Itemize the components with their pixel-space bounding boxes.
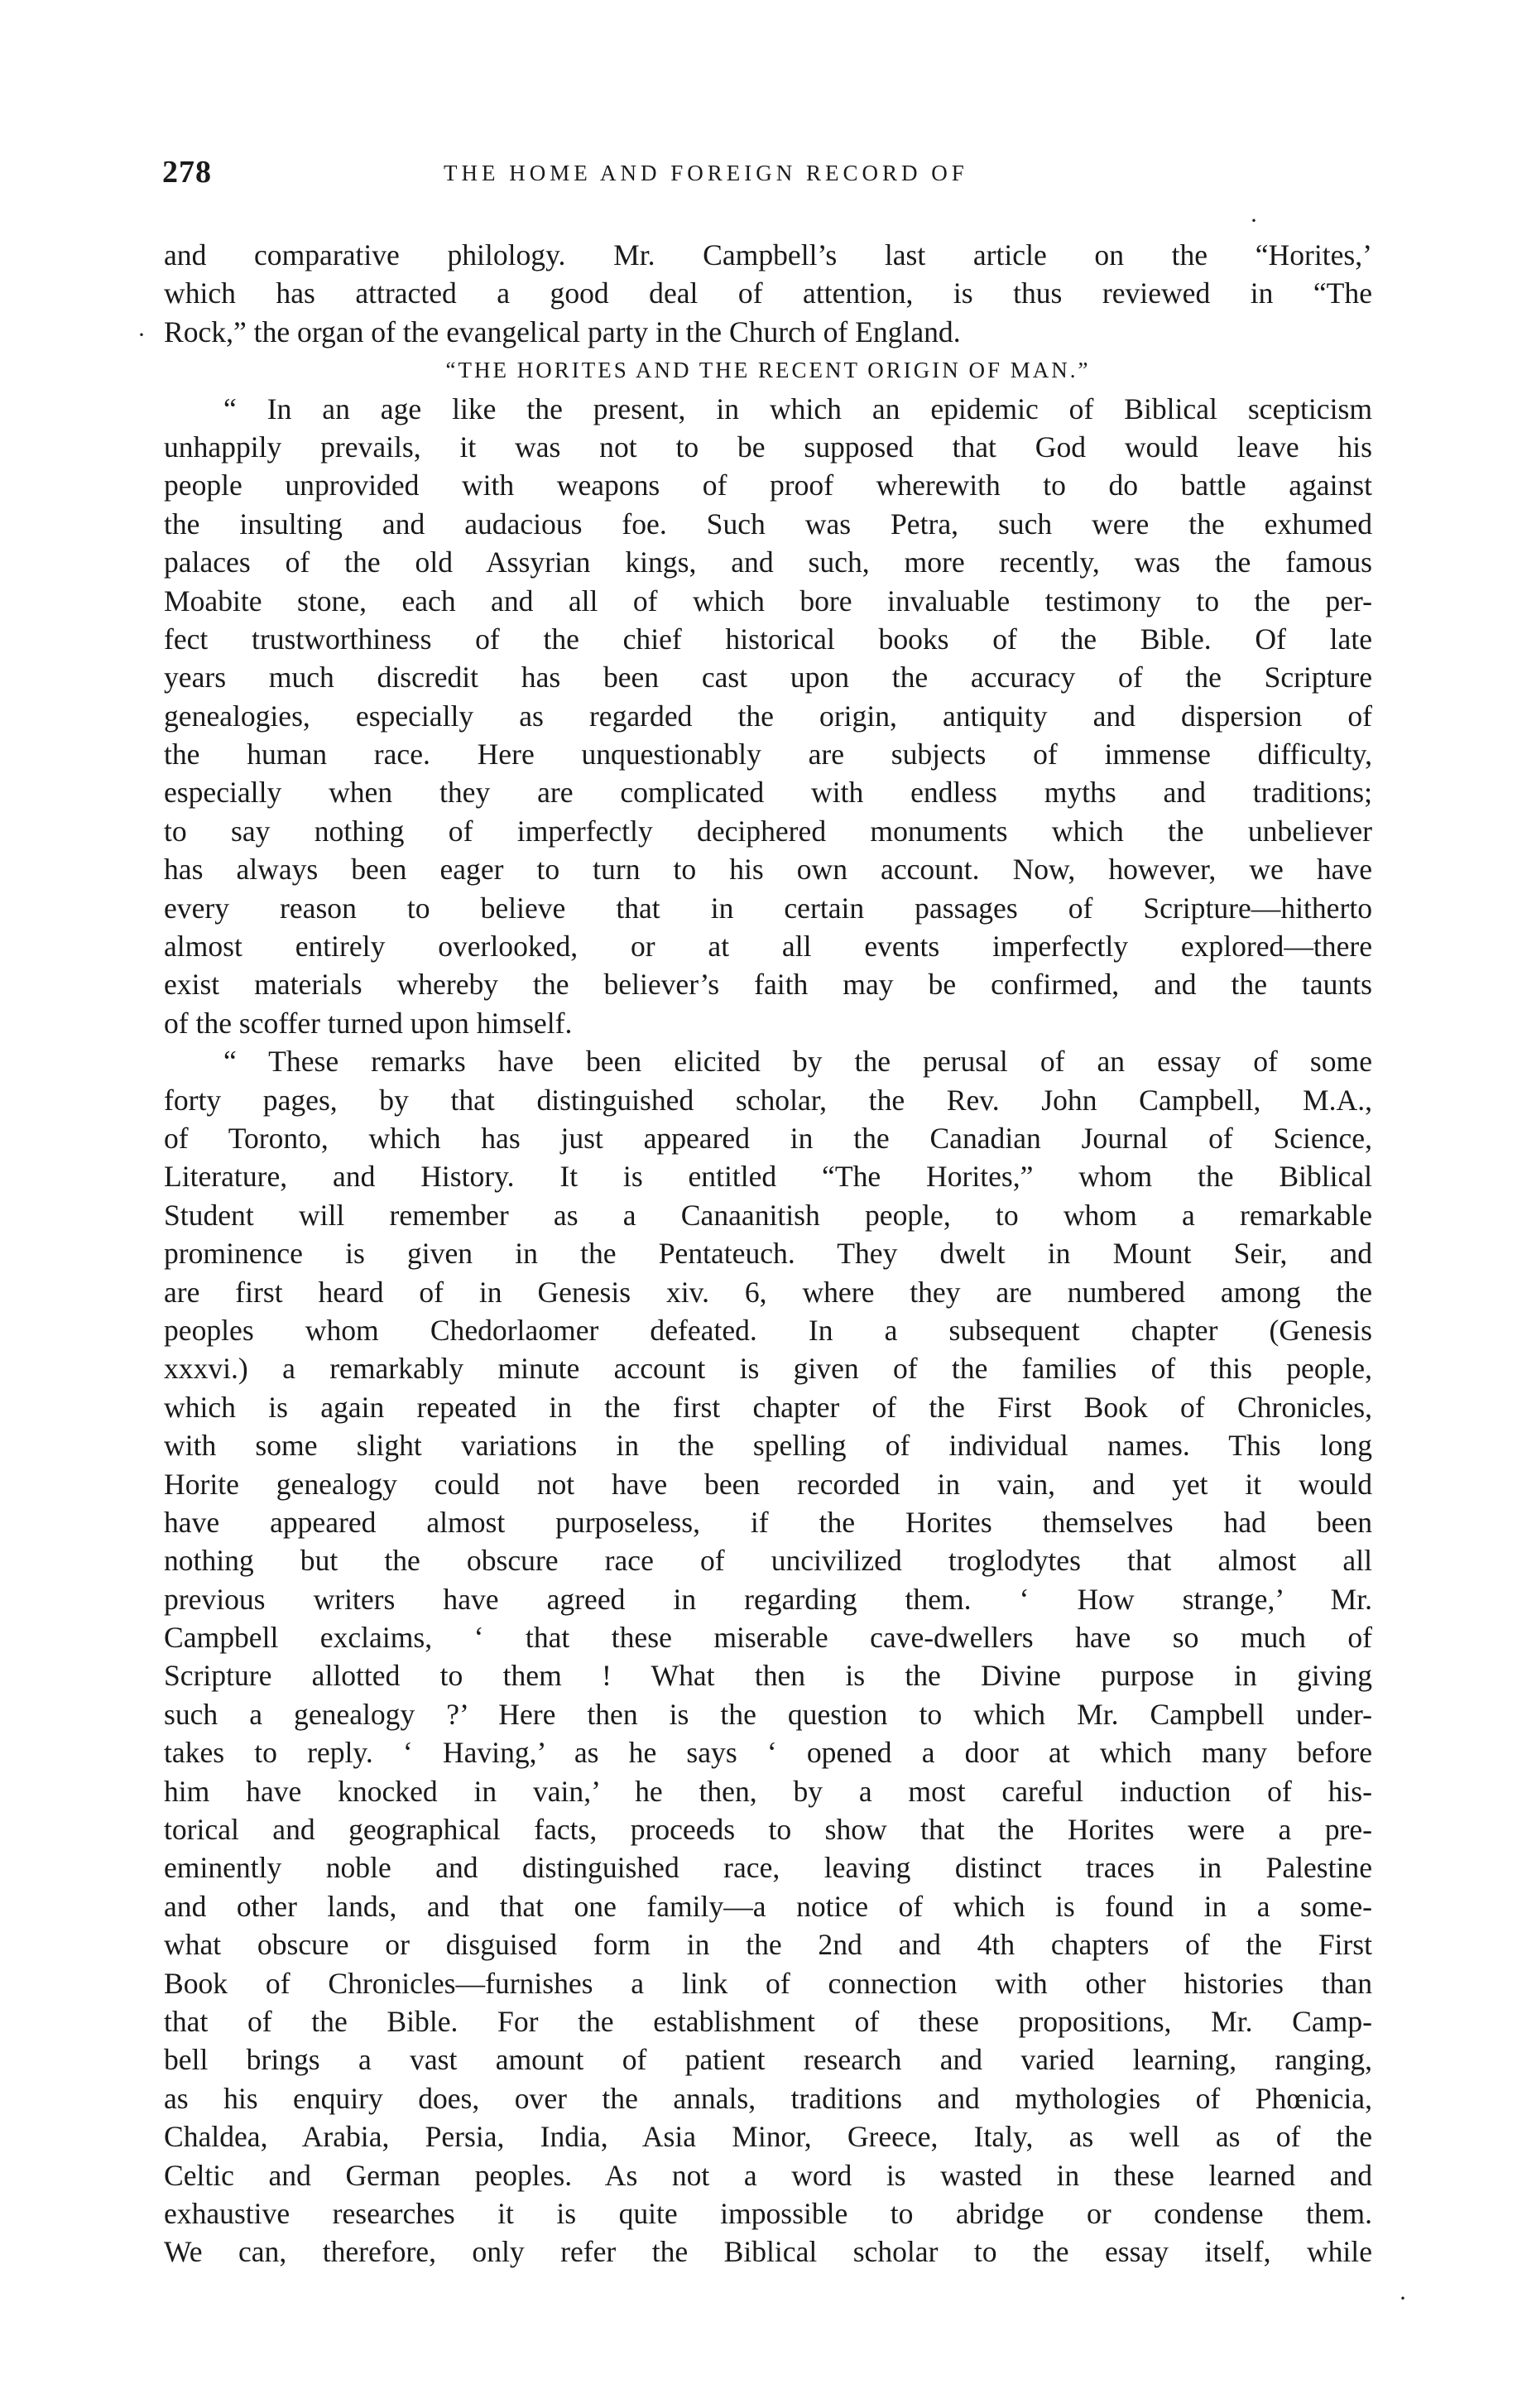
text-line: Rock,” the organ of the evangelical party in the Church of England.	[164, 315, 961, 348]
text-line: of Toronto, which has just appeared in the Canadian Journal of Science,	[164, 1121, 1372, 1155]
text-line: as his enquiry does, over the annals, traditions and mythologies of Phœnicia,	[164, 2081, 1372, 2115]
text-line: the human race. Here unquestionably are subjects of immense difficulty,	[164, 738, 1372, 771]
ink-speck: ·	[137, 321, 146, 348]
text-line: Scripture allotted to them ! What then is the Divine purpose in giving	[164, 1659, 1372, 1693]
text-line: which is again repeated in the first chapter of the First Book of Chronicles,	[164, 1390, 1372, 1424]
running-head: THE HOME AND FOREIGN RECORD OF	[444, 161, 968, 185]
text-line: the insulting and audacious foe. Such was Petra, such were the exhumed	[164, 507, 1372, 541]
ink-speck: ·	[1399, 2285, 1407, 2312]
text-line: unhappily prevails, it was not to be supposed that God would leave his	[164, 430, 1372, 464]
text-line: eminently noble and distinguished race, leaving distinct traces in Palestine	[164, 1851, 1372, 1885]
text-line: Moabite stone, each and all of which bore invaluable testimony to the per-	[164, 584, 1372, 618]
text-line: “ In an age like the present, in which an epidemic of Biblical scepticism	[223, 392, 1372, 425]
text-line: torical and geographical facts, proceeds to show that the Horites were a pre-	[164, 1813, 1372, 1847]
text-line: exhaustive researches it is quite impossible to abridge or condense them.	[164, 2196, 1372, 2230]
text-line: xxxvi.) a remarkably minute account is given of the families of this people,	[164, 1352, 1372, 1386]
page-header	[162, 154, 1404, 195]
text-line: fect trustworthiness of the chief historical books of the Bible. Of late	[164, 622, 1372, 656]
text-line: especially when they are complicated with endless myths and traditions;	[164, 776, 1372, 810]
text-line: people unprovided with weapons of proof wherewith to do battle against	[164, 469, 1372, 502]
text-line: him have knocked in vain,’ he then, by a most careful induction of his-	[164, 1774, 1372, 1808]
text-line: takes to reply. ‘ Having,’ as he says ‘ opened a door at which many before	[164, 1736, 1372, 1770]
text-line: of the scoffer turned upon himself.	[164, 1006, 573, 1040]
text-line: exist materials whereby the believer’s faith may be confirmed, and the taunts	[164, 968, 1372, 1002]
text-line: Chaldea, Arabia, Persia, India, Asia Minor, Greece, Italy, as well as of the	[164, 2120, 1372, 2154]
text-line: “ These remarks have been elicited by the perusal of an essay of some	[223, 1045, 1372, 1079]
page-number: 278	[162, 155, 212, 190]
text-line: Campbell exclaims, ‘ that these miserable cave-dwellers have so much of	[164, 1621, 1372, 1655]
text-line: have appeared almost purposeless, if the Horites themselves had been	[164, 1505, 1372, 1539]
text-line: that of the Bible. For the establishment of these propositions, Mr. Camp-	[164, 2004, 1372, 2038]
text-line: almost entirely overlooked, or at all events imperfectly explored—there	[164, 930, 1372, 964]
text-line: to say nothing of imperfectly deciphered monuments which the unbeliever	[164, 814, 1372, 848]
ink-speck: ·	[1250, 207, 1258, 234]
text-line: prominence is given in the Pentateuch. They dwelt in Mount Seir, and	[164, 1237, 1372, 1271]
text-line: nothing but the obscure race of uncivilized troglodytes that almost all	[164, 1544, 1372, 1578]
text-line: such a genealogy ?’ Here then is the question to which Mr. Campbell under-	[164, 1697, 1372, 1731]
text-line: Celtic and German peoples. As not a word is wasted in these learned and	[164, 2158, 1372, 2192]
text-line: peoples whom Chedorlaomer defeated. In a subsequent chapter (Genesis	[164, 1313, 1372, 1347]
text-line: which has attracted a good deal of attention, is thus reviewed in “The	[164, 276, 1372, 310]
text-line: every reason to believe that in certain passages of Scripture—hitherto	[164, 891, 1372, 925]
text-line: forty pages, by that distinguished scholar, the Rev. John Campbell, M.A.,	[164, 1083, 1372, 1117]
text-line: Literature, and History. It is entitled “The Horites,” whom the Biblical	[164, 1160, 1372, 1194]
text-line: with some slight variations in the spelling of individual names. This long	[164, 1429, 1372, 1463]
text-line: genealogies, especially as regarded the origin, antiquity and dispersion of	[164, 699, 1372, 733]
text-line: has always been eager to turn to his own account. Now, however, we have	[164, 853, 1372, 887]
text-line: are first heard of in Genesis xiv. 6, where they are numbered among the	[164, 1275, 1372, 1309]
text-line: Horite genealogy could not have been recorded in vain, and yet it would	[164, 1467, 1372, 1501]
text-line: previous writers have agreed in regarding them. ‘ How strange,’ Mr.	[164, 1582, 1372, 1616]
text-line: and comparative philology. Mr. Campbell’s last article on the “Horites,’	[164, 238, 1372, 272]
text-line: what obscure or disguised form in the 2nd and 4th chapters of the First	[164, 1928, 1372, 1962]
text-line: palaces of the old Assyrian kings, and such, more recently, was the famous	[164, 546, 1372, 579]
text-line: years much discredit has been cast upon the accuracy of the Scripture	[164, 661, 1372, 695]
text-line: bell brings a vast amount of patient research and varied learning, ranging,	[164, 2043, 1372, 2077]
text-line: Student will remember as a Canaanitish people, to whom a remarkable	[164, 1198, 1372, 1232]
text-line: We can, therefore, only refer the Biblical scholar to the essay itself, while	[164, 2235, 1372, 2269]
section-heading: “THE HORITES AND THE RECENT ORIGIN OF MAN.”	[445, 358, 1091, 383]
article-body	[164, 236, 1372, 2271]
text-line: and other lands, and that one family—a notice of which is found in a some-	[164, 1889, 1372, 1923]
text-line: Book of Chronicles—furnishes a link of connection with other histories than	[164, 1966, 1372, 2000]
